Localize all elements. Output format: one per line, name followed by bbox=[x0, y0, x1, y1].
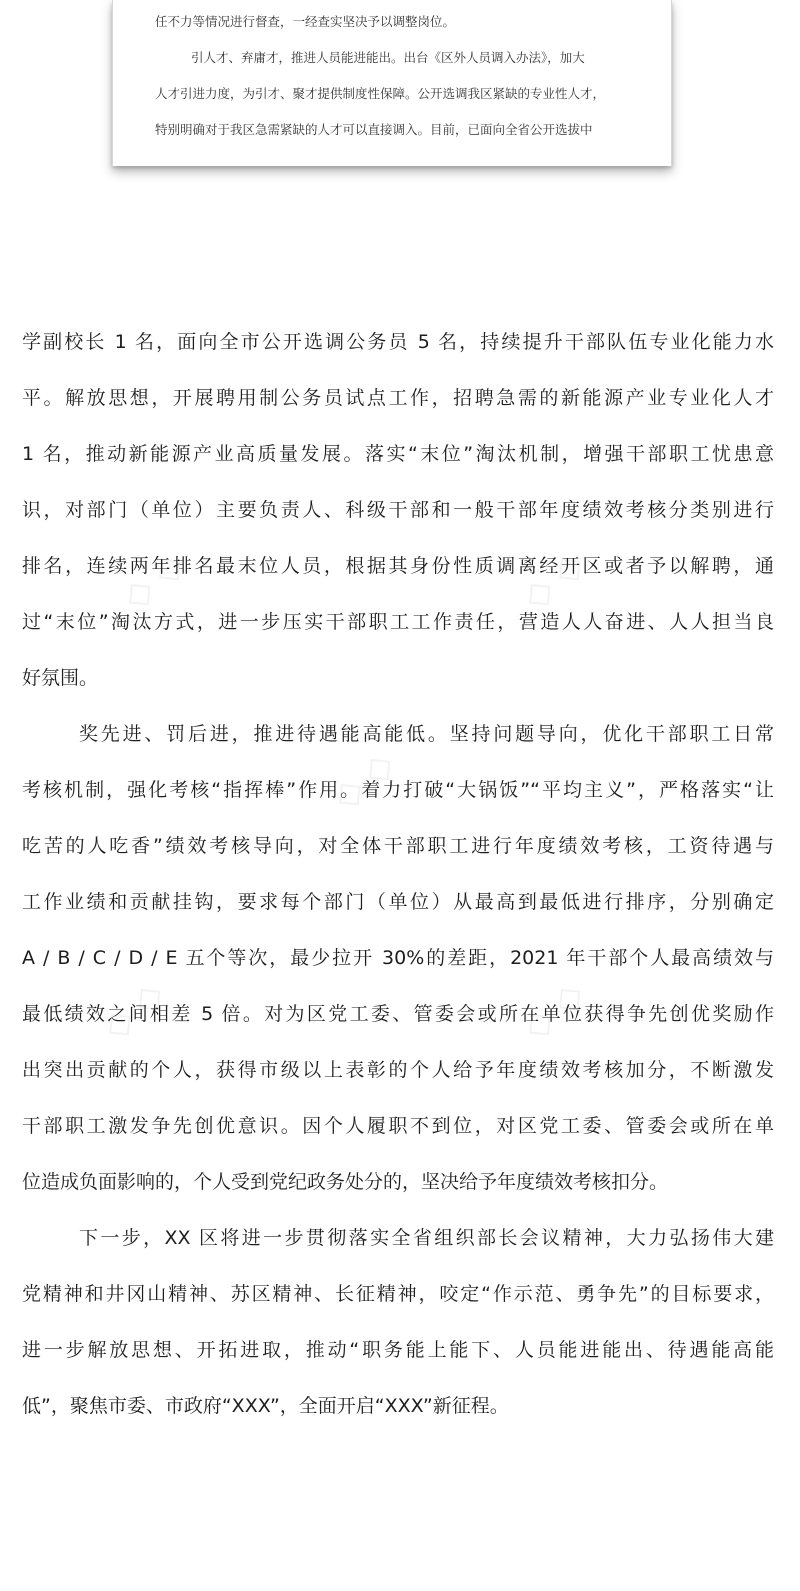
preview-line-3: 人才引进力度，为引才、聚才提供制度性保障。公开选调我区紧缺的专业性人才， bbox=[155, 86, 606, 101]
body-line: 识，对部门（单位）主要负责人、科级干部和一般干部年度绩效考核分类别进行 bbox=[22, 499, 774, 521]
body-line: 奖先进、罚后进，推进待遇能高能低。坚持问题导向，优化干部职工日常 bbox=[79, 723, 774, 745]
body-line: 位造成负面影响的，个人受到党纪政务处分的，坚决给予年度绩效考核扣分。 bbox=[22, 1171, 669, 1193]
body-line: 吃苦的人吃香”绩效考核导向，对全体干部职工进行年度绩效考核，工资待遇与 bbox=[22, 835, 774, 857]
body-line: 学副校长 1 名，面向全市公开选调公务员 5 名，持续提升干部队伍专业化能力水 bbox=[22, 331, 774, 353]
body-line: 干部职工激发争先创优意识。因个人履职不到位，对区党工委、管委会或所在单 bbox=[22, 1115, 774, 1137]
watermark-mark: ◇ ◇ bbox=[94, 973, 173, 1048]
body-line: 工作业绩和贡献挂钩，要求每个部门（单位）从最高到最低进行排序，分别确定 bbox=[22, 891, 774, 913]
watermark-mark: ◇ ◇ bbox=[514, 973, 593, 1048]
watermark-mark: ◇ ◇ bbox=[514, 543, 593, 618]
preview-line-1: 任不力等情况进行督查，一经查实坚决予以调整岗位。 bbox=[155, 14, 456, 29]
body-line: 1 名，推动新能源产业高质量发展。落实“末位”淘汰机制，增强干部职工忧患意 bbox=[22, 443, 774, 465]
body-line: 进一步解放思想、开拓进取，推动“职务能上能下、人员能进能出、待遇能高能 bbox=[22, 1339, 774, 1361]
body-line: 党精神和井冈山精神、苏区精神、长征精神，咬定“作示范、勇争先”的目标要求， bbox=[22, 1283, 774, 1305]
body-line: 下一步，XX 区将进一步贯彻落实全省组织部长会议精神，大力弘扬伟大建 bbox=[79, 1227, 774, 1249]
body-line: A / B / C / D / E 五个等次，最少拉开 30%的差距，2021 年干部个人最高绩效与 bbox=[22, 947, 774, 969]
body-line: 低”，聚焦市委、市政府“XXX”，全面开启“XXX”新征程。 bbox=[22, 1395, 509, 1417]
watermark-mark: ◇ ◇ bbox=[114, 543, 193, 618]
body-line: 最低绩效之间相差 5 倍。对为区党工委、管委会或所在单位获得争先创优奖励作 bbox=[22, 1003, 774, 1025]
body-line: 考核机制，强化考核“指挥棒”作用。着力打破“大锅饭”“平均主义”，严格落实“让 bbox=[22, 779, 774, 801]
body-line: 好氛围。 bbox=[22, 667, 99, 689]
preview-line-4: 特别明确对于我区急需紧缺的人才可以直接调入。目前，已面向全省公开选拔中 bbox=[155, 122, 593, 137]
body-line: 排名，连续两年排名最末位人员，根据其身份性质调离经开区或者予以解聘，通 bbox=[22, 555, 774, 577]
preview-line-2: 引人才、弃庸才，推进人员能进能出。出台《区外人员调入办法》，加大 bbox=[191, 50, 585, 65]
body-line: 出突出贡献的个人，获得市级以上表彰的个人给予年度绩效考核加分，不断激发 bbox=[22, 1059, 774, 1081]
watermark-mark: ◇ ◇ bbox=[324, 743, 403, 818]
body-line: 平。解放思想，开展聘用制公务员试点工作，招聘急需的新能源产业专业化人才 bbox=[22, 387, 774, 409]
document-preview-card bbox=[112, 0, 672, 166]
document-body bbox=[22, 314, 774, 1434]
body-line: 过“末位”淘汰方式，进一步压实干部职工工作责任，营造人人奋进、人人担当良 bbox=[22, 611, 774, 633]
